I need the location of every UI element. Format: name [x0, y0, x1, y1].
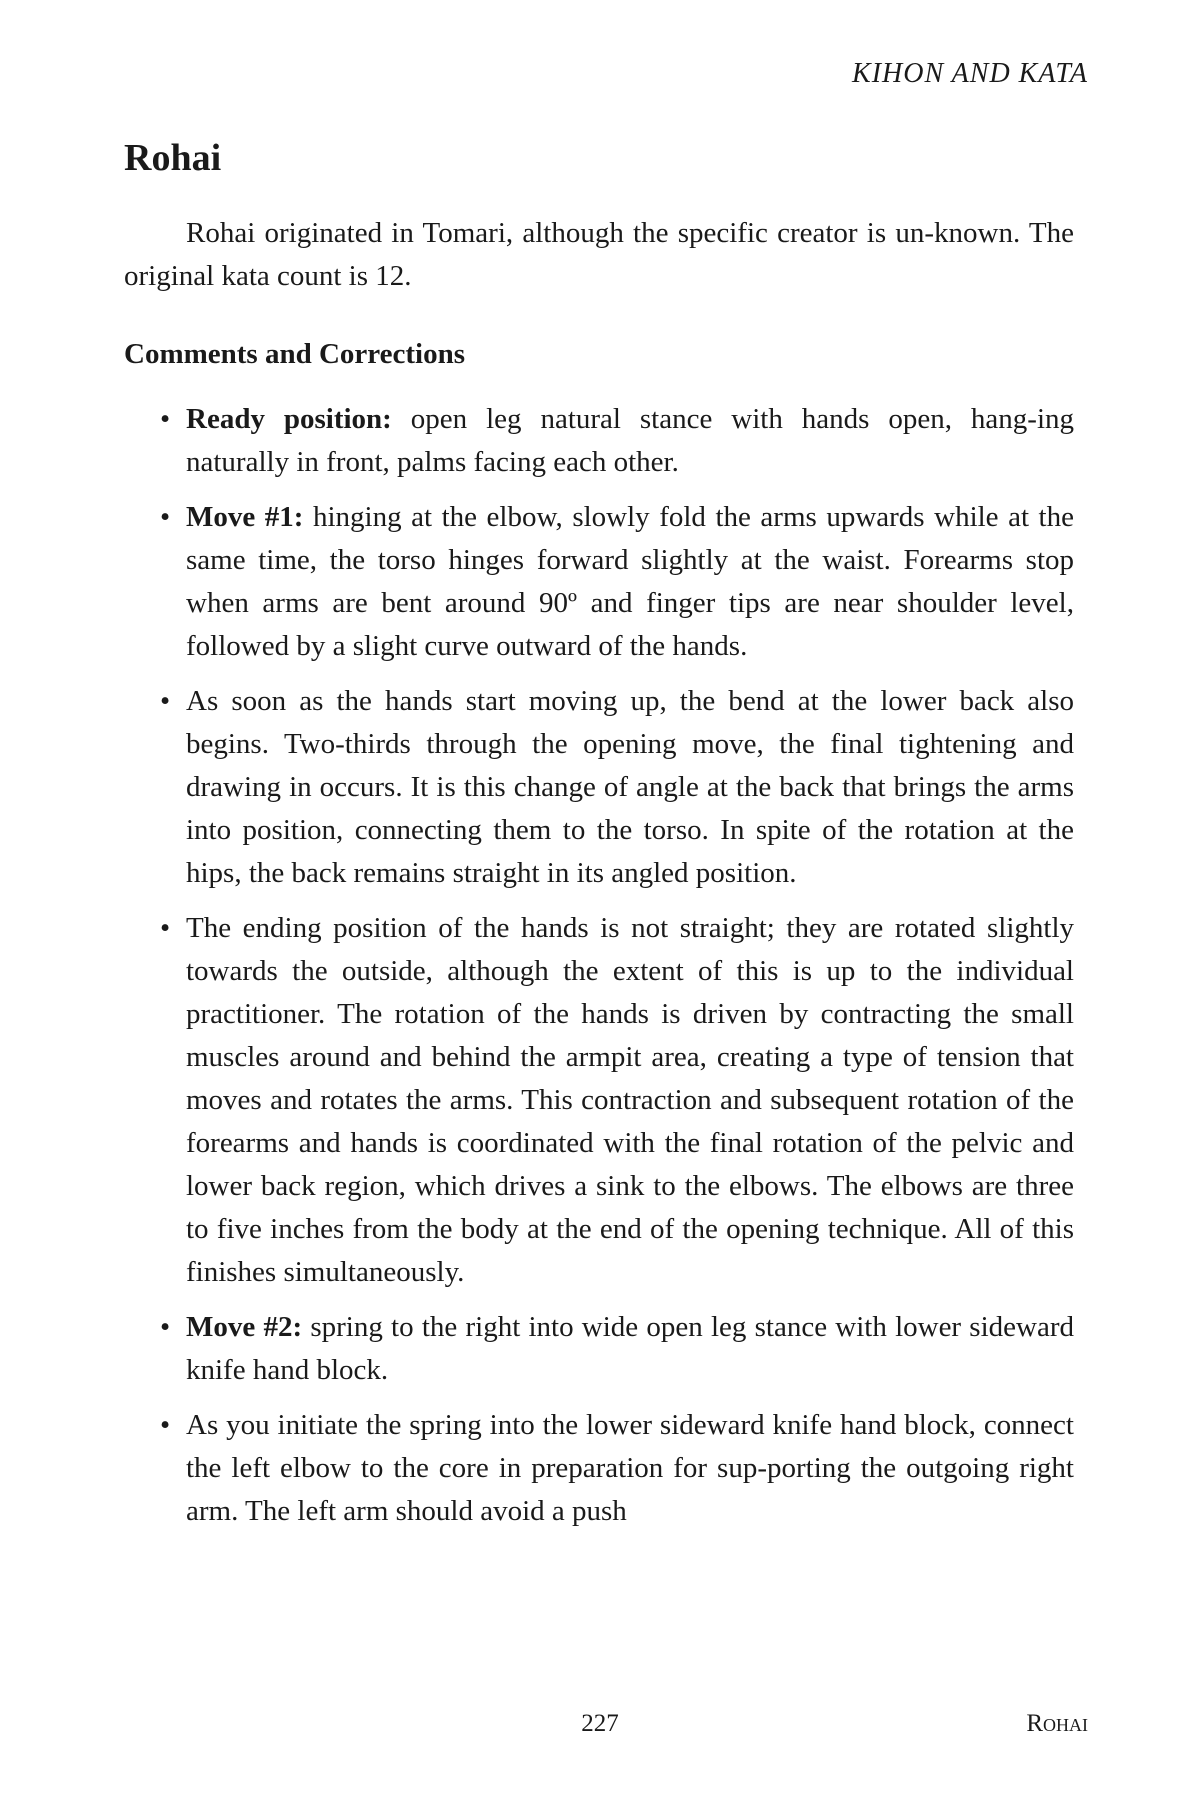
item-text: open leg natural stance with hands open, hang-ing naturally in front, palms facing each other. — [186, 403, 1074, 478]
running-foot: Rohai — [1026, 1710, 1088, 1737]
list-item — [124, 1404, 1074, 1533]
section-title: Rohai — [124, 137, 222, 179]
item-label: Move #1: — [186, 501, 304, 533]
list-item — [124, 1306, 1074, 1392]
comments-heading: Comments and Corrections — [124, 338, 465, 370]
item-label: Ready position: — [186, 403, 392, 435]
page-number: 227 — [581, 1710, 619, 1737]
bullet-icon: • — [160, 912, 171, 944]
item-text: As you initiate the spring into the lower sideward knife hand block, connect the left elbow to the core in preparation for sup-porting the outgoing right arm. The left arm should avoid a push — [186, 1409, 1074, 1527]
list-item — [124, 907, 1074, 1294]
bullet-icon: • — [160, 685, 171, 717]
list-item — [124, 398, 1074, 484]
list-item — [124, 680, 1074, 895]
bullet-icon: • — [160, 1409, 171, 1441]
list-item — [124, 496, 1074, 668]
item-text: As soon as the hands start moving up, the bend at the lower back also begins. Two-thirds through the opening move, the final tightening and drawing in occurs. It is this change of angle at the back that brings the arms into position, connecting them to the torso. In spite of the rotation at the hips, the back remains straight in its angled position. — [186, 685, 1074, 889]
item-text: hinging at the elbow, slowly fold the arms upwards while at the same time, the torso hinges forward slightly at the waist. Forearms stop when arms are bent around 90º and finger tips are near shoulder level, followed by a slight curve outward of the hands. — [186, 501, 1074, 662]
item-label: Move #2: — [186, 1311, 303, 1343]
item-text: spring to the right into wide open leg stance with lower sideward knife hand block. — [186, 1311, 1074, 1386]
bullet-icon: • — [160, 403, 171, 435]
running-head: KIHON AND KATA — [852, 58, 1088, 89]
item-text: The ending position of the hands is not straight; they are rotated slightly towards the outside, although the extent of this is up to the individual practitioner. The rotation of the hands is driven by contracting the small muscles around and behind the armpit area, creating a type of tension that moves and rotates the arms. This contraction and subsequent rotation of the forearms and hands is coordinated with the final rotation of the pelvic and lower back region, which drives a sink to the elbows. The elbows are three to five inches from the body at the end of the opening technique. All of this finishes simultaneously. — [186, 912, 1074, 1288]
bullet-icon: • — [160, 501, 171, 533]
bullet-icon: • — [160, 1311, 171, 1343]
intro-paragraph: Rohai originated in Tomari, although the specific creator is un-known. The original kata count is 12. — [124, 217, 1074, 292]
comments-list — [124, 398, 1074, 1545]
